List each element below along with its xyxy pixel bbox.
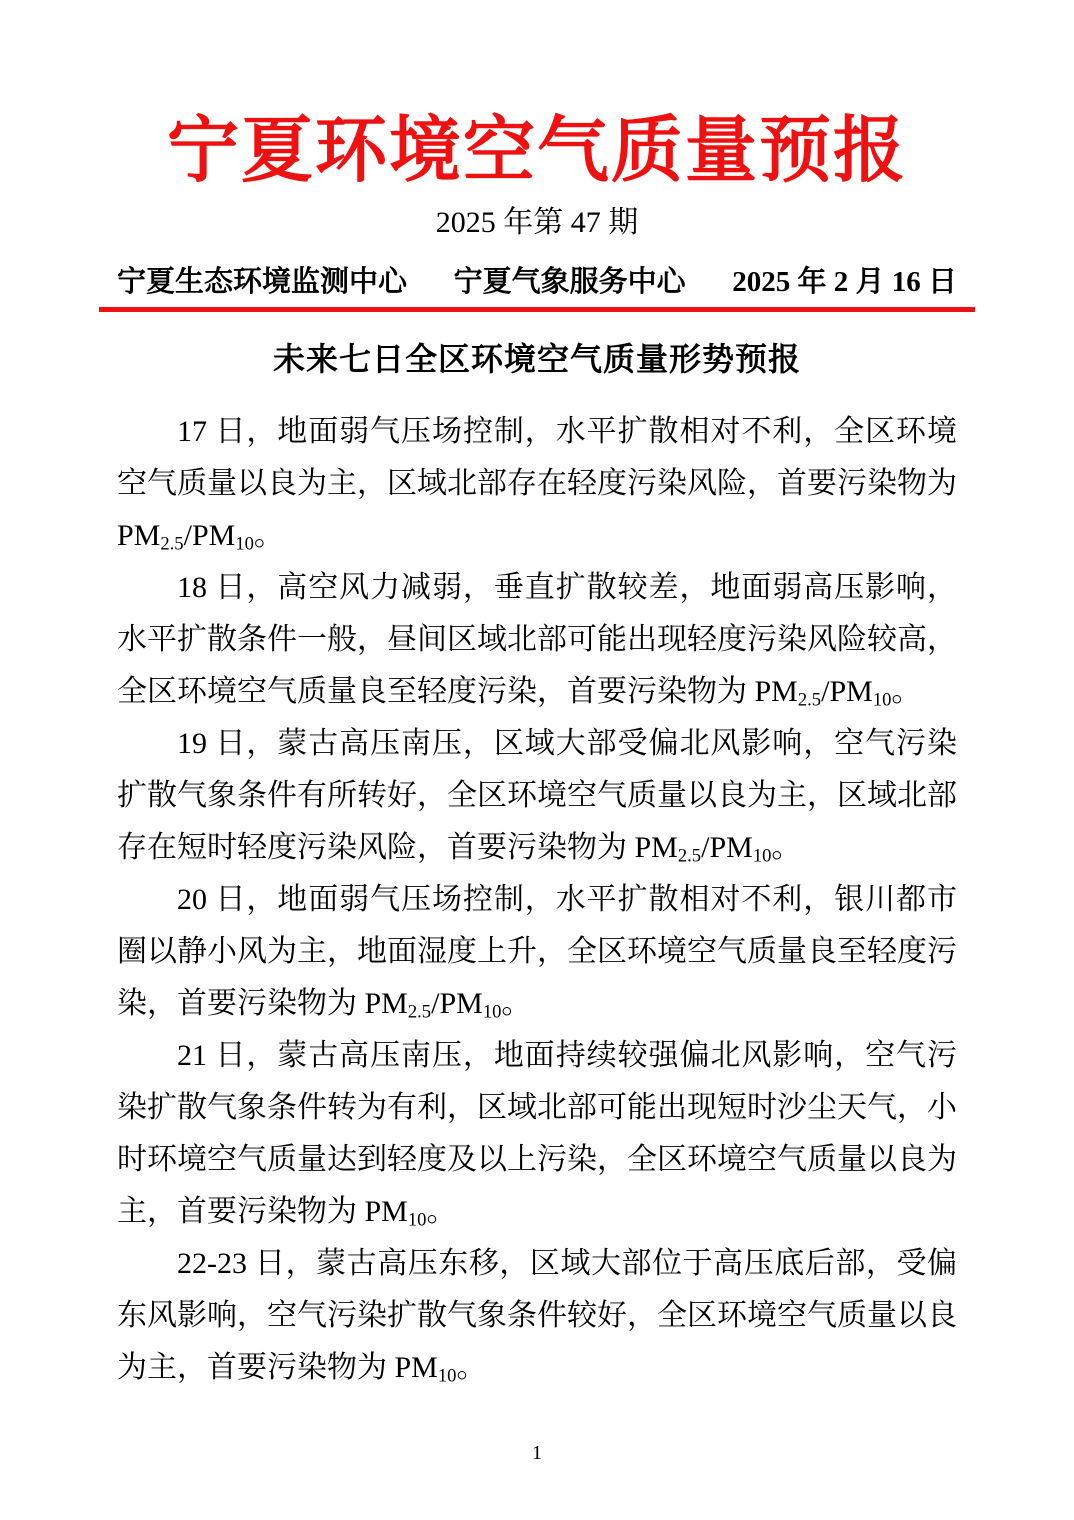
forecast-paragraph-day21: 21 日，蒙古高压南压，地面持续较强偏北风影响，空气污染扩散气象条件转为有利，区域北部可能出现短时沙尘天气，小时环境空气质量达到轻度及以上污染，全区环境空气质量以良为主，首要污染物为 $PM_{10}$。	[117, 1038, 957, 1231]
header-row	[117, 265, 957, 299]
page-number: 1	[532, 1442, 542, 1464]
forecast-body	[117, 406, 957, 1394]
forecast-paragraph-day18: 18 日，高空风力减弱，垂直扩散较差，地面弱高压影响，水平扩散条件一般，昼间区域北部可能出现轻度污染风险较高，全区环境空气质量良至轻度污染，首要污染物为 $PM_{2.5}/PM_{10}$。	[117, 570, 957, 711]
forecast-paragraph-day20: 20 日，地面弱气压场控制，水平扩散相对不利，银川都市圈以静小风为主，地面湿度上升，全区环境空气质量良至轻度污染，首要污染物为 $PM_{2.5}/PM_{10}$。	[117, 882, 957, 1023]
org-left-label: 宁夏生态环境监测中心	[117, 265, 408, 298]
red-divider-line	[99, 307, 975, 312]
issue-number: 2025 年第 47 期	[435, 205, 639, 239]
forecast-paragraph-day22-23: 22-23 日，蒙古高压东移，区域大部位于高压底后部，受偏东风影响，空气污染扩散气象条件较好，全区环境空气质量以良为主，首要污染物为 $PM_{10}$。	[117, 1246, 957, 1387]
forecast-paragraph-day19: 19 日，蒙古高压南压，区域大部受偏北风影响，空气污染扩散气象条件有所转好，全区环境空气质量以良为主，区域北部存在短时轻度污染风险，首要污染物为 $PM_{2.5}/PM_{10}$。	[117, 726, 957, 867]
document-title: 宁夏环境空气质量预报	[166, 111, 907, 191]
forecast-paragraph-day17: 17 日，地面弱气压场控制，水平扩散相对不利，全区环境空气质量以良为主，区域北部存在轻度污染风险，首要污染物为 $PM_{2.5}/PM_{10}$。	[117, 414, 957, 555]
document-content	[117, 110, 957, 1394]
org-center-label: 宁夏气象服务中心	[453, 265, 686, 298]
section-title: 未来七日全区环境空气质量形势预报	[272, 340, 801, 377]
header-date: 2025 年 2 月 16 日	[732, 265, 957, 298]
